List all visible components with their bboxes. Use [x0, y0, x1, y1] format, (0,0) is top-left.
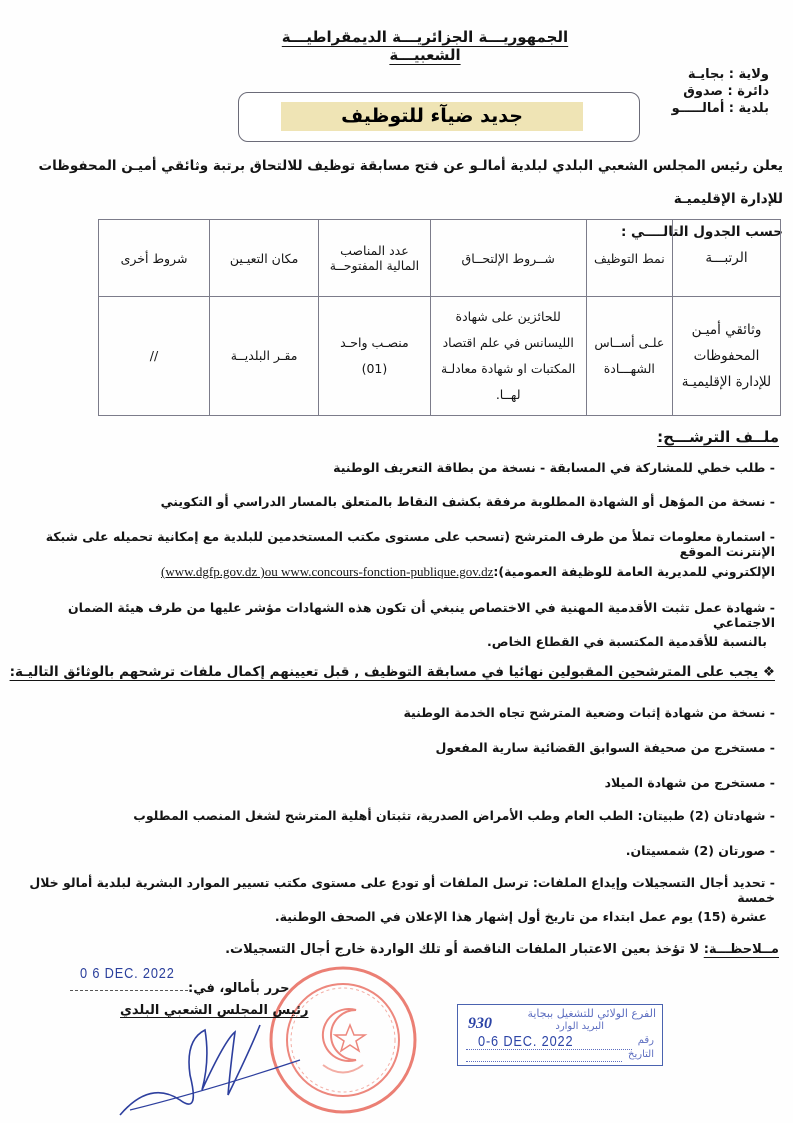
- administrative-header: [672, 66, 769, 117]
- file-item-3-continuation: [15, 564, 775, 580]
- daira-label: دائرة : صدوق: [683, 84, 769, 99]
- experience-line-1: - شهادة عمل تثبت الأقدمية المهنية في الاختصاص ينبغي أن تكون هذه الشهادات مؤشر عليها من طرف هيئة الضمان الاجتماعي: [15, 600, 775, 630]
- banner-box: [238, 92, 640, 142]
- note-text: لا تؤخذ بعين الاعتبار الملفات الناقصة أو تلك الواردة خارج أجال التسجيلات.: [225, 942, 704, 957]
- cell-positions: [319, 297, 431, 416]
- seal-emblem-detail: [323, 1065, 363, 1073]
- positions-table: [98, 219, 781, 416]
- deadline-line-1: - تحديد أجال التسجيلات وإيداع الملفات: ترسل الملفات أو تودع على مستوى مكتب تسيير الموارد البشرية لبلدية أمالو خلال خمسة: [15, 875, 775, 905]
- notice-item-2: - مستخرج من صحيفة السوابق القضائية سارية المفعول: [15, 740, 775, 755]
- header-rank: الرتبـــة: [672, 220, 780, 297]
- reception-date-label: التاريخ: [628, 1049, 654, 1060]
- wilaya-label: ولاية : بجايـة: [687, 67, 769, 82]
- cell-place: مقـر البلديــة: [210, 297, 319, 416]
- signature-date-stamp: 0 6 DEC. 2022: [80, 965, 175, 982]
- signature-title: رئيس المجلس الشعبي البلدي: [120, 1003, 309, 1018]
- reception-date: 0-6 DEC. 2022: [478, 1033, 574, 1050]
- date-dashed-line: [70, 990, 188, 991]
- notice-item-4: - شهادتان (2) طبيتان: الطب العام وطب الأمراض الصدرية، تثبتان أهلية المترشح لشغل المنصب المطلوب: [15, 808, 775, 823]
- banner-title: جديد ضيآء للتوظيف: [341, 105, 523, 127]
- file-item-3-cont-text: الإلكتروني للمديرية العامة للوظيفة العمومية):: [493, 564, 775, 579]
- header-positions: عدد المناصب المالية المفتوحــة: [319, 220, 431, 297]
- banner-highlight: [281, 102, 583, 131]
- reception-number-label: رقم: [637, 1035, 654, 1046]
- deadline-line-2: عشرة (15) يوم عمل ابتداء من تاريخ أول إشهار هذا الإعلان في الصحف الوطنية.: [274, 909, 767, 924]
- header-place: مكان التعيـين: [210, 220, 319, 297]
- reception-stamp-mail: البريد الوارد: [555, 1021, 604, 1032]
- reception-dotted-line: [466, 1049, 632, 1050]
- signature-underline: [130, 1060, 300, 1110]
- cell-mode: علـى أســاس الشهـــادة: [586, 297, 672, 416]
- note-line: [19, 942, 779, 957]
- commune-label: بلدية : أمالـــــو: [671, 101, 769, 116]
- star-icon: [335, 1025, 365, 1051]
- website-links[interactable]: (www.dgfp.gov.dz )ou www.concours-fonction-publique.gov.dz: [160, 564, 494, 579]
- handwritten-signature: [110, 1020, 310, 1120]
- republic-heading: الجمهوريـــة الجزائريـــة الديمقراطيـــة الشعبيـــة: [281, 28, 569, 64]
- reception-stamp-agency: الفرع الولائي للتشغيل ببجاية: [527, 1007, 656, 1020]
- reception-dotted-line: [466, 1061, 622, 1062]
- reception-stamp: [457, 1004, 663, 1066]
- intro-line-2: حسب الجدول التالــــي :: [620, 224, 783, 240]
- experience-line-2: بالنسبة للأقدمية المكتسبة في القطاع الخاص.: [487, 634, 767, 649]
- header-other: شروط أخرى: [99, 220, 210, 297]
- reception-number: 930: [468, 1015, 492, 1032]
- file-item-3: - استمارة معلومات تملأ من طرف المترشح (تسحب على مستوى مكتب المستخدمين للبلدية مع إمكانية تحميله على شبكة الإنترنت الموقع: [15, 529, 775, 559]
- positions-count: (01): [361, 361, 388, 376]
- cell-conditions: للحائزين على شهادة الليسانس في علم اقتصاد المكتبات او شهادة معادلـة لهــا.: [430, 297, 586, 416]
- notice-item-1: - نسخة من شهادة إثبات وضعية المترشح تجاه الخدمة الوطنية: [15, 705, 775, 720]
- intro-line-1: يعلن رئيس المجلس الشعبي البلدي لبلدية أمالـو عن فتح مسابقة توظيف للالتحاق برتبة وثائقي أميـن المحفوظات للإدارة الإقليميـة: [38, 158, 783, 207]
- table-header-row: [99, 220, 781, 297]
- notice-item-3: - مستخرج من شهادة الميلاد: [15, 775, 775, 790]
- header-conditions: شــروط الإلتحــاق: [430, 220, 586, 297]
- notice-item-5: - صورتان (2) شمسيتان.: [15, 843, 775, 858]
- note-label: مــلاحظـــة:: [703, 942, 779, 957]
- file-item-1: - طلب خطي للمشاركة في المسابقة - نسخة من بطاقة التعريف الوطنية: [15, 460, 775, 475]
- signature-place: حرر بأمالو، في:: [188, 981, 290, 996]
- file-item-2: - نسخة من المؤهل أو الشهادة المطلوبة مرفقة بكشف النقاط بالمتعلق بالمسار الدراسي أو التكويني: [15, 494, 775, 509]
- header-mode: نمط التوظيف: [586, 220, 672, 297]
- signature-stroke: [120, 1025, 260, 1115]
- application-file-title: ملــف الترشـــح:: [657, 428, 779, 446]
- table-row: [99, 297, 781, 416]
- positions-text: منصـب واحـد: [340, 335, 409, 350]
- cell-other: //: [99, 297, 210, 416]
- cell-rank: وثائقي أميـن المحفوظات للإدارة الإقليميـة: [672, 297, 780, 416]
- final-candidates-heading: ❖ يجب على المترشحين المقبولين نهائيا في مسابقة التوظيف , قبل تعيينهم إكمال ملفات ترشحهم بالوثائق التاليـة:: [9, 664, 775, 680]
